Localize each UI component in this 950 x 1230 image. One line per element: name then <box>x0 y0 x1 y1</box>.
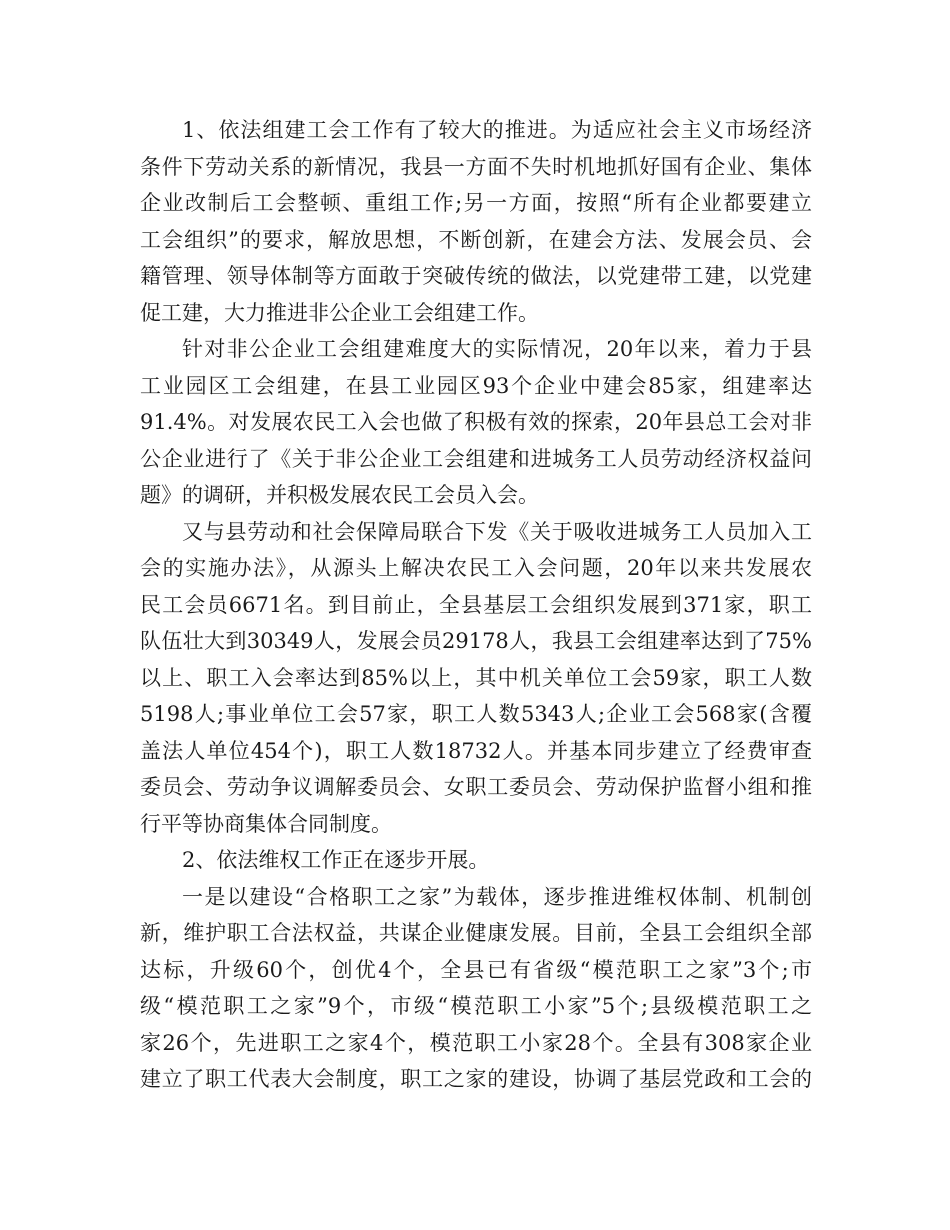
text-line: 以上、职工入会率达到85%以上，其中机关单位工会59家，职工人数 <box>140 665 812 690</box>
text-line: 家26个，先进职工之家4个，模范职工小家28个。全县有308家企业 <box>140 1030 812 1055</box>
text-line: 民工会员6671名。到目前止，全县基层工会组织发展到371家，职工 <box>140 592 812 617</box>
text-line: 促工建，大力推进非公企业工会组建工作。 <box>140 300 539 325</box>
text-line: 盖法人单位454个)，职工人数18732人。并基本同步建立了经费审查 <box>140 738 812 763</box>
paragraph <box>140 879 812 1098</box>
text-line: 1、依法组建工会工作有了较大的推进。为适应社会主义市场经济 <box>182 118 812 142</box>
paragraph <box>140 112 812 331</box>
text-line: 针对非公企业工会组建难度大的实际情况，20年以来，着力于县 <box>182 337 812 361</box>
paragraph <box>140 514 812 843</box>
text-line: 公企业进行了《关于非公企业工会组建和进城务工人员劳动经济权益问 <box>140 446 812 471</box>
text-line: 级“模范职工之家”9个，市级“模范职工小家”5个;县级模范职工之 <box>140 994 812 1018</box>
text-line: 委员会、劳动争议调解委员会、女职工委员会、劳动保护监督小组和推 <box>140 775 812 799</box>
text-line: 工业园区工会组建，在县工业园区93个企业中建会85家，组建率达 <box>140 373 812 398</box>
text-line: 一是以建设“合格职工之家”为载体，逐步推进维权体制、机制创 <box>182 884 812 909</box>
text-line: 2、依法维权工作正在逐步开展。 <box>182 848 490 872</box>
text-line: 91.4%。对发展农民工入会也做了积极有效的探索，20年县总工会对非 <box>140 410 812 434</box>
text-line: 企业改制后工会整顿、重组工作;另一方面，按照“所有企业都要建立 <box>140 191 812 215</box>
text-line: 新，维护职工合法权益，共谋企业健康发展。目前，全县工会组织全部 <box>140 921 812 945</box>
text-line: 建立了职工代表大会制度，职工之家的建设，协调了基层党政和工会的 <box>140 1067 812 1091</box>
document-body <box>140 112 812 1098</box>
section-heading <box>140 842 812 879</box>
text-line: 工会组织”的要求，解放思想，不断创新，在建会方法、发展会员、会 <box>140 227 812 252</box>
text-line: 会的实施办法》，从源头上解决农民工入会问题，20年以来共发展农 <box>140 556 812 580</box>
text-line: 题》的调研，并积极发展农民工会员入会。 <box>140 483 539 507</box>
text-line: 籍管理、领导体制等方面敢于突破传统的做法，以党建带工建，以党建 <box>140 264 812 288</box>
text-line: 达标，升级60个，创优4个，全县已有省级“模范职工之家”3个;市 <box>140 957 812 982</box>
text-line: 队伍壮大到30349人，发展会员29178人，我县工会组建率达到了75% <box>140 629 812 653</box>
text-line: 5198人;事业单位工会57家，职工人数5343人;企业工会568家(含覆 <box>140 702 812 726</box>
text-line: 条件下劳动关系的新情况，我县一方面不失时机地抓好国有企业、集体 <box>140 154 812 179</box>
text-line: 行平等协商集体合同制度。 <box>140 811 392 836</box>
paragraph <box>140 331 812 514</box>
text-line: 又与县劳动和社会保障局联合下发《关于吸收进城务工人员加入工 <box>182 519 812 544</box>
